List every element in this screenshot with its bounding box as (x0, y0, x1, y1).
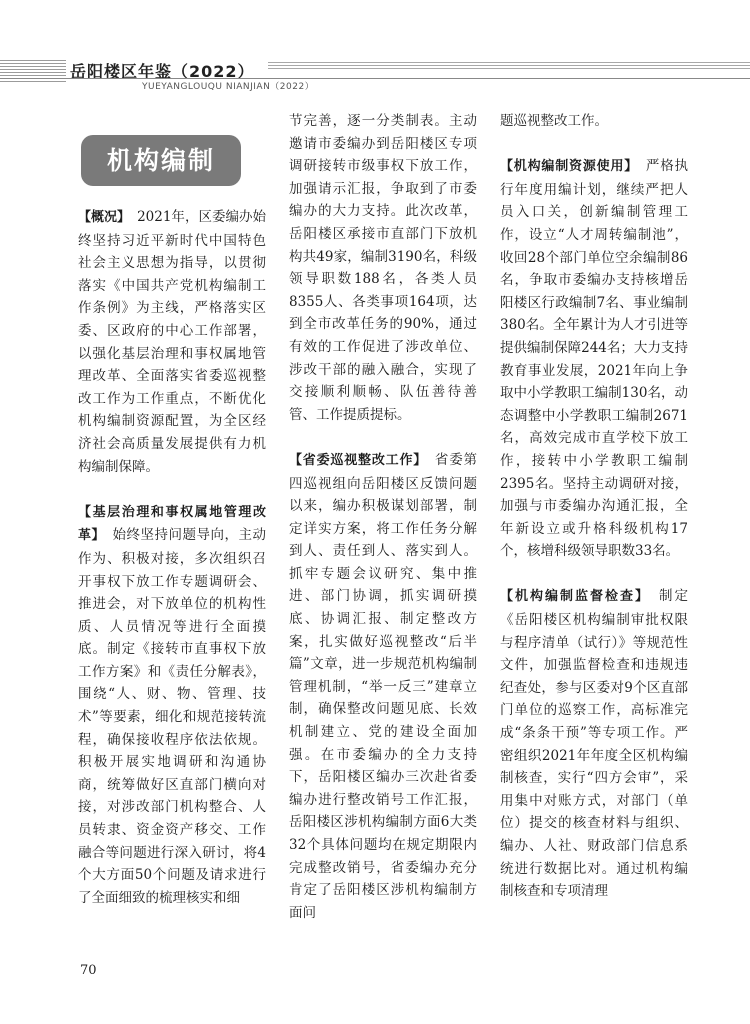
text-column-3 (500, 110, 688, 903)
text-column-1 (78, 206, 266, 909)
paragraph-heading: 【省委巡视整改工作】 (289, 452, 421, 468)
paragraph-resource-use (500, 155, 688, 563)
paragraph-body: 2021年，区委编办始终坚持习近平新时代中国特色社会主义思想为指导，以贯彻落实《中国共产党机构编制工作条例》为主线，严格落实区委、区政府的中心工作部署，以强化基层治理和事权属地管理改革、全面落实省委巡视整改工作为工作重点，不断优化机构编制资源配置，为全区经济社会高质量发展提供有力机构编制保障。 (78, 209, 266, 475)
header-decoration-right (268, 62, 750, 70)
paragraph-grassroots-reform (78, 501, 266, 910)
paragraph-continued (289, 110, 477, 426)
paragraph-supervision (500, 585, 688, 902)
paragraph-body: 制定《岳阳楼区机构编制审批权限与程序清单（试行）》等规范性文件，加强监督检查和违规违纪查处，参与区委对9个区直部门单位的巡察工作，高标准完成“条条干预”等专项工作。严密组织2021年年度全区机构编制核查，实行“四方会审”，采用集中对账方式，对部门（单位）提交的核查材料与组织、编办、人社、财政部门信息系统进行数据比对。通过机构编制核查和专项清理 (500, 588, 688, 900)
paragraph-body: 节完善，逐一分类制表。主动邀请市委编办到岳阳楼区专项调研接转市级事权下放工作，加强请示汇报，争取到了市委编办的大力支持。此次改革，岳阳楼区承接市直部门下放机构共49家，编制3190名，科级领导职数188名，各类人员8355人、各类事项164项，达到全市改革任务的90%，通过有效的工作促进了涉改单位、涉改干部的融入融合，实现了交接顺利顺畅、队伍善待善管、工作提质提标。 (289, 113, 477, 423)
running-header-title: 岳阳楼区年鉴（2022） (70, 62, 255, 81)
paragraph-body: 省委第四巡视组向岳阳楼区反馈问题以来，编办积极谋划部署，制定详实方案，将工作任务分解到人、责任到人、落实到人。抓牢专题会议研究、集中推进、部门协调，抓实调研摸底、协调汇报、制定整改方案，扎实做好巡视整改“后半篇”文章，进一步规范机构编制管理机制，“举一反三”建章立制，确保整改问题见底、长效机制建立、党的建设全面加强。在市委编办的全力支持下，岳阳楼区编办三次赴省委编办进行整改销号工作汇报，岳阳楼区涉机构编制方面6大类32个具体问题均在规定期限内完成整改销号，省委编办充分肯定了岳阳楼区涉机构编制方面问 (289, 451, 478, 921)
text-column-2 (289, 110, 477, 924)
paragraph-body: 始终坚持问题导向，主动作为、积极对接，多次组织召开事权下放工作专题调研会、推进会，对下放单位的机构性质、人员情况等进行全面摸底。制定《接转市直事权下放工作方案》和《责任分解表》，围绕“人、财、物、管理、技术”等要素，细化和规范接转流程，确保接收程序依法依规。积极开展实地调研和沟通协商，统筹做好区直部门横向对接，对涉改部门机构整合、人员转隶、资金资产移交、工作融合等问题进行深入研讨，将4个大方面50个问题及请求进行了全面细致的梳理核实和细 (78, 527, 266, 906)
paragraph-heading: 【基层治理和事权属地管理改革】 (78, 504, 266, 544)
running-header-rule (0, 78, 750, 91)
section-title-badge: 机构编制 (81, 135, 241, 186)
paragraph-heading: 【机构编制监督检查】 (500, 589, 644, 605)
paragraph-overview (78, 206, 266, 478)
page-number: 70 (80, 963, 97, 978)
paragraph-heading: 【概况】 (78, 210, 124, 225)
paragraph-heading: 【机构编制资源使用】 (500, 159, 632, 175)
paragraph-inspection-rectification (289, 449, 477, 924)
running-header-subtitle: YUEYANGLOUQU NIANJIAN（2022） (142, 82, 315, 92)
paragraph-continued (500, 110, 688, 133)
paragraph-body: 题巡视整改工作。 (500, 113, 608, 129)
paragraph-body: 严格执行年度用编计划，继续严把人员入口关，创新编制管理工作，设立“人才周转编制池”，收回28个部门单位空余编制86名，争取市委编办支持核增岳阳楼区行政编制7名、事业编制380名。全年累计为人才引进等提供编制保障244名；大力支持教育事业发展，2021年向上争取中小学教职工编制130名，动态调整中小学教职工编制2671名，高效完成市直学校下放工作，接转中小学教职工编制2395名。坚持主动调研对接，加强与市委编办沟通汇报，全年新设立或升格科级机构17个，核增科级领导职数33名。 (500, 158, 689, 560)
